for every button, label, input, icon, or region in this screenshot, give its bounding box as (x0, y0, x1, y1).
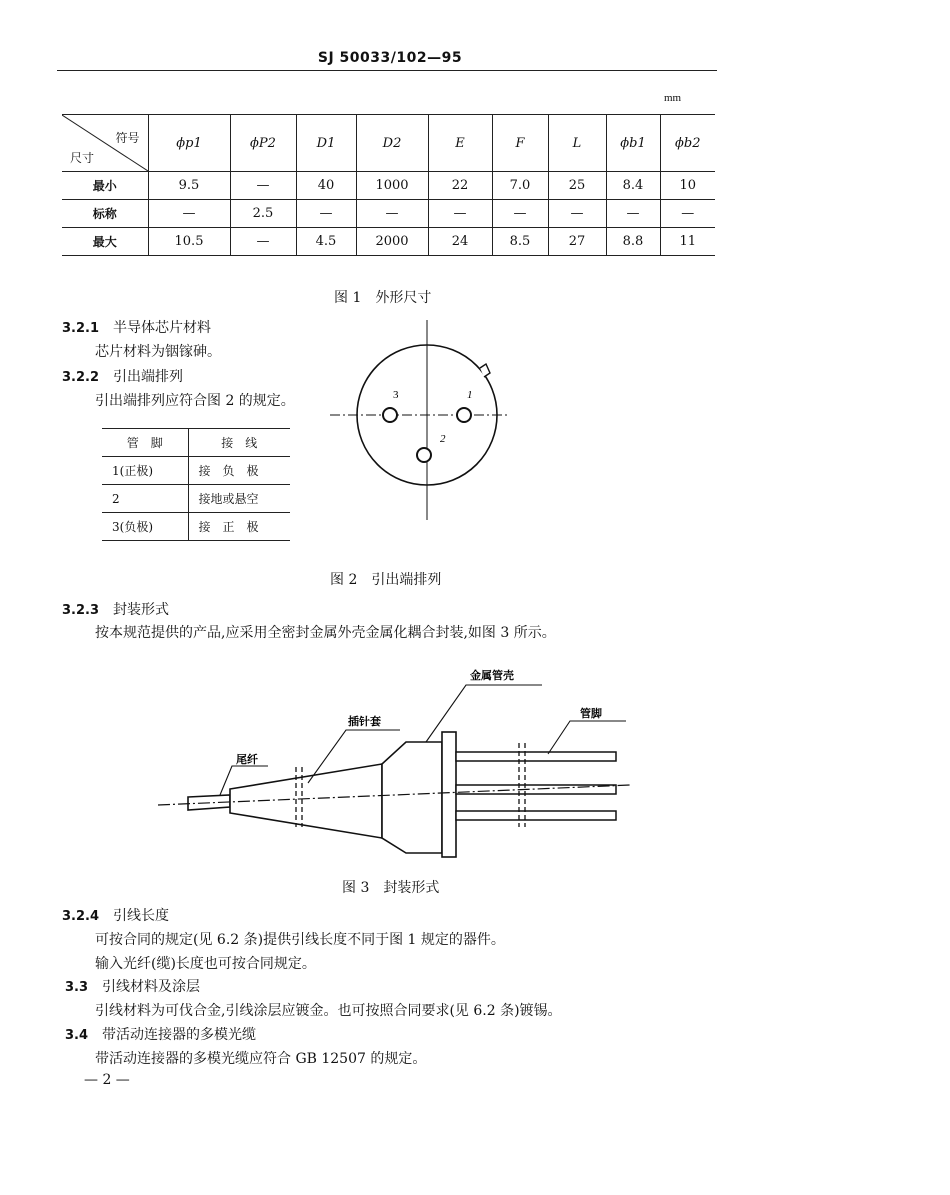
section-title: 带活动连接器的多模光缆 (102, 1027, 257, 1043)
column-header: ϕb2 (660, 115, 715, 172)
section-3-2-4-text2: 输入光纤(缆)长度也可按合同规定。 (95, 956, 316, 972)
table-row (102, 485, 290, 513)
key-tab (480, 364, 490, 377)
pin-header-pin: 管 脚 (102, 429, 188, 457)
table-cell: 11 (660, 228, 715, 256)
pin-bottom (456, 811, 616, 820)
table-row (102, 513, 290, 541)
table-cell: 2.5 (230, 200, 296, 228)
pin-table-header (102, 429, 290, 457)
table-row (102, 457, 290, 485)
pin-3-label: 3 (393, 389, 399, 401)
table-cell: — (356, 200, 428, 228)
figure1-caption: 图 1 外形尺寸 (334, 290, 432, 306)
pin-1-circle (457, 408, 471, 422)
row-label: 最大 (62, 228, 148, 256)
table-cell: 24 (428, 228, 492, 256)
column-header: L (548, 115, 606, 172)
sleeve-outline (230, 764, 382, 838)
section-3-2-1-text: 芯片材料为铟镓砷。 (95, 344, 221, 360)
table-cell: 9.5 (148, 172, 230, 200)
pin-3-circle (383, 408, 397, 422)
connection-cell: 接 负 极 (188, 457, 290, 485)
pin-2-label: 2 (440, 433, 446, 445)
pin-2-circle (417, 448, 431, 462)
table-row (62, 200, 715, 228)
shell-label: 金属管壳 (470, 669, 514, 682)
table-cell: 10.5 (148, 228, 230, 256)
table-corner-cell (62, 115, 148, 172)
table-cell: 22 (428, 172, 492, 200)
package-form-figure (150, 655, 640, 870)
table-cell: 8.8 (606, 228, 660, 256)
section-number: 3.2.1 (62, 321, 100, 336)
table-cell: 10 (660, 172, 715, 200)
connection-cell: 接 正 极 (188, 513, 290, 541)
column-header: F (492, 115, 548, 172)
table-cell: — (606, 200, 660, 228)
column-header: D2 (356, 115, 428, 172)
section-number: 3.3 (65, 980, 89, 995)
table-cell: 1000 (356, 172, 428, 200)
column-header: ϕp1 (148, 115, 230, 172)
figure3-caption: 图 3 封装形式 (342, 880, 440, 896)
sleeve-label: 插针套 (348, 715, 381, 728)
section-3-2-4-heading (62, 905, 169, 925)
corner-bottom-label: 尺寸 (70, 151, 95, 165)
table-cell: 8.4 (606, 172, 660, 200)
section-number: 3.4 (65, 1028, 89, 1043)
section-title: 半导体芯片材料 (113, 320, 212, 336)
pin-cell: 3(负极) (102, 513, 188, 541)
shell-flange (442, 732, 456, 857)
pins-leader (548, 721, 626, 754)
table-header-row (62, 115, 715, 172)
table-cell: 25 (548, 172, 606, 200)
connection-cell: 接地或悬空 (188, 485, 290, 513)
figure2-caption: 图 2 引出端排列 (330, 572, 442, 588)
pin-arrangement-figure (320, 318, 520, 524)
pin-1-label: 1 (467, 389, 473, 401)
pin-middle (456, 785, 616, 794)
column-header: D1 (296, 115, 356, 172)
section-number: 3.2.2 (62, 370, 100, 385)
section-3-2-3-heading (62, 599, 169, 619)
table-cell: — (148, 200, 230, 228)
section-3-2-2-heading (62, 366, 183, 386)
pin-cell: 1(正极) (102, 457, 188, 485)
pin-header-connection: 接 线 (188, 429, 290, 457)
page-number: — 2 — (84, 1072, 130, 1088)
pin-top (456, 752, 616, 761)
table-cell: — (230, 172, 296, 200)
fiber-label: 尾纤 (236, 753, 258, 766)
section-title: 引出端排列 (113, 369, 184, 385)
header-rule (57, 70, 717, 71)
table-cell: 4.5 (296, 228, 356, 256)
section-3-3-heading (65, 976, 200, 996)
column-header: ϕb1 (606, 115, 660, 172)
table-cell: — (548, 200, 606, 228)
section-3-2-1-heading (62, 317, 211, 337)
section-3-3-text: 引线材料为可伐合金,引线涂层应镀金。也可按照合同要求(见 6.2 条)镀锡。 (95, 1003, 562, 1019)
column-header: ϕP2 (230, 115, 296, 172)
table-cell: — (230, 228, 296, 256)
corner-top-label: 符号 (115, 131, 140, 145)
pin-cell: 2 (102, 485, 188, 513)
section-number: 3.2.4 (62, 909, 100, 924)
dimension-table (62, 114, 715, 256)
table-cell: 2000 (356, 228, 428, 256)
pin-table (102, 428, 290, 541)
section-3-4-heading (65, 1024, 256, 1044)
section-3-2-2-text: 引出端排列应符合图 2 的规定。 (95, 393, 295, 409)
table-cell: 7.0 (492, 172, 548, 200)
table-cell: — (296, 200, 356, 228)
pins-label: 管脚 (580, 707, 602, 720)
section-title: 引线长度 (113, 908, 170, 924)
document-number: SJ 50033/102—95 (317, 50, 463, 66)
table-cell: — (660, 200, 715, 228)
shell-outline (382, 742, 442, 853)
section-title: 封装形式 (113, 602, 170, 618)
table-row (62, 228, 715, 256)
section-3-2-4-text1: 可按合同的规定(见 6.2 条)提供引线长度不同于图 1 规定的器件。 (95, 932, 505, 948)
section-title: 引线材料及涂层 (102, 979, 201, 995)
row-label: 标称 (62, 200, 148, 228)
table-cell: 8.5 (492, 228, 548, 256)
section-number: 3.2.3 (62, 603, 100, 618)
section-3-4-text: 带活动连接器的多模光缆应符合 GB 12507 的规定。 (95, 1051, 427, 1067)
unit-label: mm (664, 92, 682, 104)
table-cell: 27 (548, 228, 606, 256)
table-cell: 40 (296, 172, 356, 200)
table-cell: — (492, 200, 548, 228)
column-header: E (428, 115, 492, 172)
table-cell: — (428, 200, 492, 228)
table-row (62, 172, 715, 200)
row-label: 最小 (62, 172, 148, 200)
section-3-2-3-text: 按本规范提供的产品,应采用全密封金属外壳金属化耦合封装,如图 3 所示。 (95, 625, 556, 641)
